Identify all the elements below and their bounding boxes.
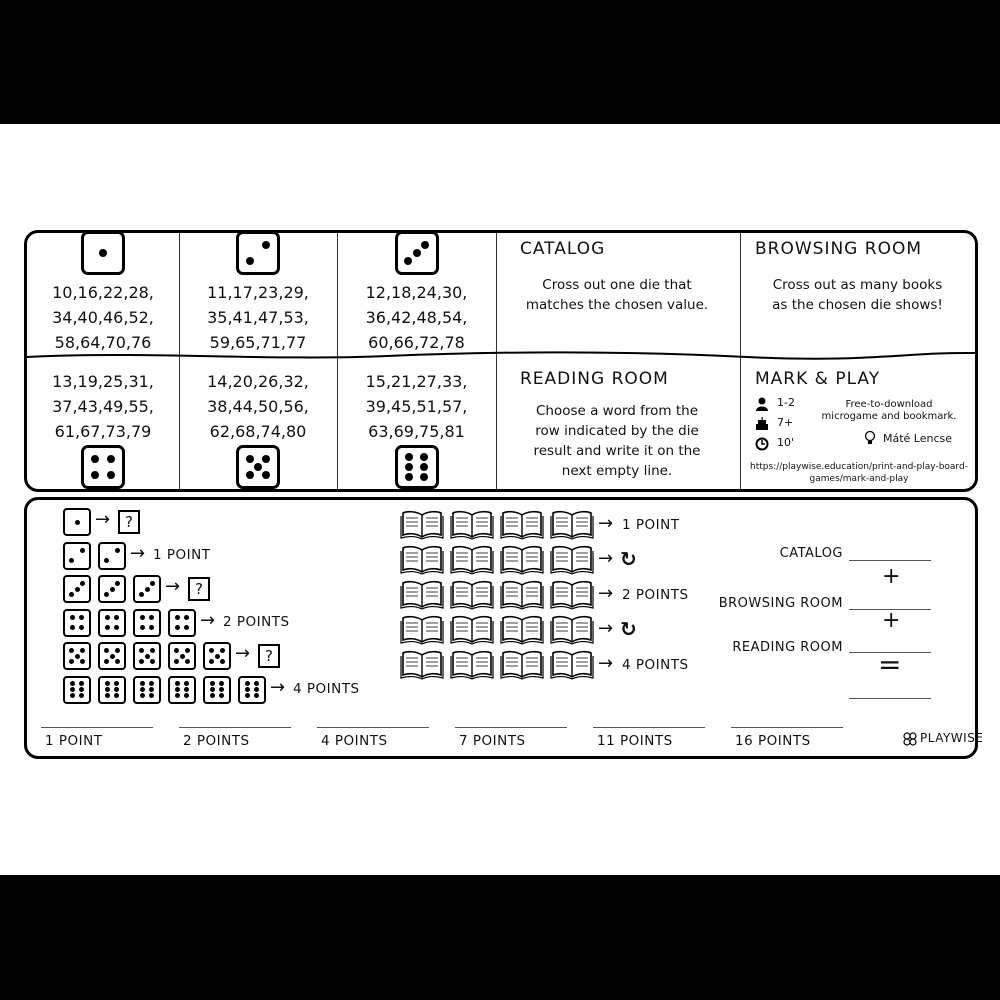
arrow-right-icon: → [270,676,286,698]
die-3-icon[interactable] [133,575,161,603]
book-icon[interactable] [450,650,494,680]
arrow-right-icon: → [598,583,614,604]
book-icon[interactable] [450,545,494,575]
reward-points: 1 POINT [153,546,211,563]
die-4-icon[interactable] [98,609,126,637]
bottom-panel [24,497,984,759]
arrow-right-icon: → [598,513,614,534]
reward-points: 4 POINTS [622,657,689,673]
track-label: 7 POINTS [459,733,526,749]
score-total-line[interactable] [849,698,931,699]
die-2-icon[interactable] [63,542,91,570]
die-5-icon[interactable] [63,642,91,670]
track-label: 4 POINTS [321,733,388,749]
arrow-right-icon: → [95,509,111,530]
die-5-icon[interactable] [168,642,196,670]
top-panel [24,230,978,492]
die-6-icon[interactable] [203,676,231,704]
die-3-icon [395,231,439,275]
die-6-icon[interactable] [98,676,126,704]
player-icon [755,397,769,411]
track-line[interactable] [593,727,705,728]
book-icon[interactable] [550,545,594,575]
book-icon[interactable] [450,615,494,645]
book-icon[interactable] [500,615,544,645]
arrow-right-icon: → [598,618,614,639]
book-icon[interactable] [500,580,544,610]
track-line[interactable] [317,727,429,728]
track-line[interactable] [41,727,153,728]
question-box-icon[interactable]: ? [118,510,140,534]
die-6-icon[interactable] [133,676,161,704]
book-icon[interactable] [400,650,444,680]
die-2-icon [236,231,280,275]
author: Máté Lencse [883,432,953,445]
mark-and-play-title: MARK & PLAY [755,369,881,389]
arrow-right-icon: → [130,542,146,564]
book-icon[interactable] [450,580,494,610]
catalog-description: Cross out one die that matches the chosen value. [525,277,709,313]
arrow-right-icon: → [165,576,181,597]
book-icon[interactable] [500,545,544,575]
question-box-icon[interactable]: ? [258,644,280,668]
book-icon[interactable] [550,580,594,610]
die-6-icon[interactable] [63,676,91,704]
track-label: 2 POINTS [183,733,250,749]
book-icon[interactable] [400,615,444,645]
book-icon[interactable] [550,650,594,680]
die-4-icon[interactable] [168,609,196,637]
plus-sign: + [882,564,901,589]
die-3-icon[interactable] [98,575,126,603]
score-browsing-label: BROWSING ROOM [718,596,843,611]
die-5-icon[interactable] [203,642,231,670]
browsing-room-title: BROWSING ROOM [755,239,923,259]
reward-points: 4 POINTS [293,680,360,697]
arrow-right-icon: → [200,609,216,631]
top-value-numbers: 11,17,23,29, 35,41,47,53, 59,65,71,77 [207,283,309,352]
playwise-logo-icon [903,732,917,746]
track-line[interactable] [731,727,843,728]
plus-sign: + [882,608,901,633]
top-value-numbers: 10,16,22,28, 34,40,46,52, 58,64,70,76 [52,283,154,352]
book-icon[interactable] [550,510,594,540]
question-box-icon[interactable]: ? [188,577,210,601]
book-icon[interactable] [400,545,444,575]
cake-icon [755,417,769,431]
book-icon[interactable] [450,510,494,540]
die-4-icon[interactable] [63,609,91,637]
play-time: 10' [777,436,795,449]
reroll-icon: ↻ [620,547,637,571]
die-2-icon[interactable] [98,542,126,570]
lightbulb-icon [863,430,877,446]
arrow-right-icon: → [598,653,614,674]
url[interactable]: https://playwise.education/print-and-play-board- games/mark-and-play [750,462,968,484]
age: 7+ [777,416,794,429]
score-catalog-label: CATALOG [779,546,843,561]
track-label: 1 POINT [45,733,103,749]
bottom-value-numbers: 14,20,26,32, 38,44,50,56, 62,68,74,80 [207,372,309,441]
reading-room-title: READING ROOM [520,369,669,389]
book-icon[interactable] [500,650,544,680]
arrow-right-icon: → [235,643,251,664]
die-3-icon[interactable] [63,575,91,603]
track-label: 16 POINTS [735,733,811,749]
arrow-right-icon: → [598,548,614,569]
book-icon[interactable] [500,510,544,540]
catalog-title: CATALOG [520,239,606,259]
book-icon[interactable] [400,580,444,610]
bottom-value-numbers: 13,19,25,31, 37,43,49,55, 61,67,73,79 [52,372,154,441]
die-1-icon[interactable] [63,508,91,536]
top-value-numbers: 12,18,24,30, 36,42,48,54, 60,66,72,78 [365,283,468,352]
die-6-icon[interactable] [238,676,266,704]
die-1-icon [81,231,125,275]
reward-points: 2 POINTS [223,613,290,630]
clock-icon [755,437,769,451]
bottom-value-numbers: 15,21,27,33, 39,45,51,57, 63,69,75,81 [365,372,468,441]
die-4-icon [81,445,125,489]
die-6-icon[interactable] [168,676,196,704]
score-catalog-line[interactable] [849,560,931,561]
die-5-icon[interactable] [98,642,126,670]
book-icon[interactable] [400,510,444,540]
track-line[interactable] [179,727,291,728]
reward-points: 1 POINT [622,517,680,533]
brand: PLAYWISE [920,731,984,745]
browsing-room-description: Cross out as many books as the chosen die shows! [772,277,943,313]
reading-room-description: Choose a word from the row indicated by the die result and write it on the next empty line. [533,403,701,479]
book-icon[interactable] [550,615,594,645]
track-label: 11 POINTS [597,733,673,749]
score-reading-label: READING ROOM [732,640,843,655]
die-5-icon[interactable] [133,642,161,670]
game-sheet [0,124,1000,875]
player-count: 1-2 [777,396,795,409]
reroll-icon: ↻ [620,617,637,641]
equals-sign: = [878,648,902,681]
die-6-icon [395,445,439,489]
die-5-icon [236,445,280,489]
die-4-icon[interactable] [133,609,161,637]
reward-points: 2 POINTS [622,587,689,603]
track-line[interactable] [455,727,567,728]
blurb: Free-to-download microgame and bookmark. [821,399,957,422]
